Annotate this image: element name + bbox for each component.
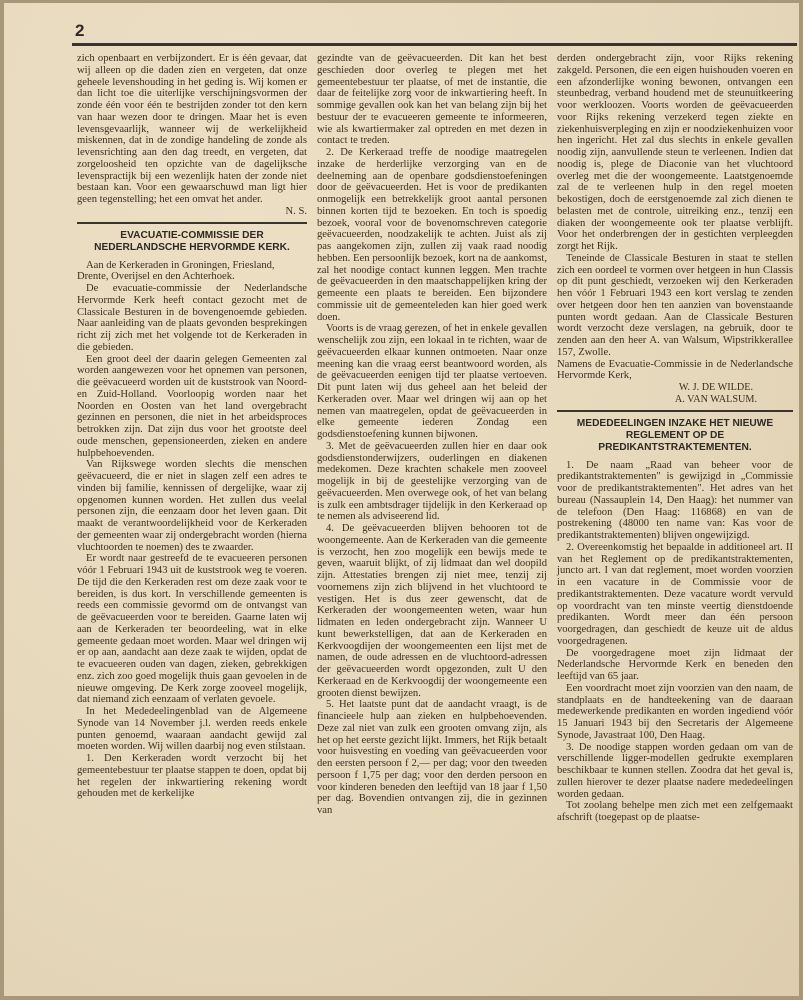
signoff: Namens de Evacuatie-Commissie in de Nederlandsche Hervormde Kerk, (557, 358, 793, 382)
article-heading-evacuatie (77, 230, 307, 254)
paragraph: 1. Den Kerkeraden wordt verzocht bij het gemeentebestuur ter plaatse stappen te doen, opdat bij het regelen der inkwartiering rekening wordt gehouden met de kerkelijke (77, 753, 307, 800)
paragraph: 1. De naam „Raad van beheer voor de predikantstraktementen" is gewijzigd in „Commissie voor de predikantstraktementen". Het adres van het bureau (Nassauplein 14, Den Haag): het nummer van de telefoon (Den Haag: 116868) en van de postrekening (48000 ten name van: Kas voor de predikantstraktementen) blijven ongewijzigd. (557, 459, 793, 541)
paragraph: Teneinde de Classicale Besturen in staat te stellen zich een oordeel te vormen over hetgeen in hun Classis op dit punt geschiedt, verzoeken wij den Kerkeraden hen vóór 1 Februari 1943 een kort verslag te zenden over hetgeen door hen ten aanzien van bovenstaande punten wordt gedaan. Aan de Classicale Besturen wordt verzocht deze verslagen, na gebruik, door te zenden aan den heer A. van Walsum, Wipstrikkerallee 157, Zwolle. (557, 252, 793, 358)
article-divider (557, 410, 793, 412)
paragraph: De evacuatie-commissie der Nederlandsche Hervormde Kerk heeft contact gezocht met de Classicale Besturen in de bovengenoemde gebieden. Naar aanleiding van de plaats gevonden besprekingen richt zij zich met het volgende tot de Kerkeraden in die gebieden. (77, 283, 307, 353)
paragraph: derden ondergebracht zijn, voor Rijks rekening zakgeld. Personen, die een eigen huishouden voeren en een afzonderlijke woning bewonen, ontvangen een steunbedrag, verband houdend met de steunuitkeering voor werkloozen. Voorts worden de geëvacueerden voor Rijks rekening verzekerd tegen ziekte en ziekenhuisverpleging en zijn er noodziekenhuizen voor hen ingericht. Het zal dus slechts in enkele gevallen noodig zijn, aanvullende steun te verleenen. Indien dat noodig is, plege de Diaconie van het vluchtoord overleg met die der woongemeente. Laatstgenoemde zal de te verleenen hulp in den regel moeten bekostigen, doch de eerstgenoemde zal zich dienen te belasten met de controle, uitreiking enz., tenzij een diaken der woongemeente ook ter plaatse verblijft. Voor het onderbrengen der in gestichten verpleegden zorgt het Rijk. (557, 53, 793, 252)
article-signature: N. S. (285, 205, 307, 217)
page-number: 2 (75, 21, 85, 40)
paragraph: Een voordracht moet zijn voorzien van den naam, de standplaats en de handteekening van de daaraan medewerkende predikanten en worden ingediend vóór 15 Januari 1943 bij den Secretaris der Algemeene Synode, Javastraat 100, Den Haag. (557, 682, 793, 741)
paragraph: 3. Met de geëvacueerden zullen hier en daar ook godsdienstonderwijzers, ouderlingen en diakenen medekomen. Deze krachten schakele men zooveel mogelijk in bij de geestelijke verzorging van de geëvacueerden. Men overwege ook, of het van belang is zulk een ambtsdrager tijdelijk in den Kerkeraad op te nemen als adviseerend lid. (317, 440, 547, 523)
heading-line: NEDERLANDSCHE HERVORMDE KERK. (94, 241, 290, 253)
paragraph: Tot zoolang behelpe men zich met een zelfgemaakt afschrift (toegepast op de plaatse- (557, 800, 793, 823)
paragraph: Een groot deel der daarin gelegen Gemeenten zal worden aangewezen voor het opnemen van personen, die geëvacueerd worden uit de kuststrook van Noord- en Zuid-Holland. Voorloopig worden naar het Noorden en Oosten van het land overgebracht gezinnen en personen, die niet in het arbeidsproces betrokken zijn. Dat zijn dus voor het grootste deel oude menschen, gepensioneerden, zieken en andere hulpbehoevenden. (77, 353, 307, 459)
paragraph: Van Rijkswege worden slechts die menschen geëvacueerd, die er niet in slagen zelf een adres te vinden bij familie, kennissen of dergelijke, waar zij opgenomen kunnen worden. Het zullen dus veelal personen zijn, die eenzaam door het leven gaan. Dit maakt de verantwoordelijkheid voor de Kerkeraden der gemeenten waar zij ondergebracht worden (hierna vluchtoorden te noemen) des te zwaarder. (77, 459, 307, 553)
paragraph: De voorgedragene moet zijn lidmaat der Nederlandsche Hervormde Kerk en beneden den leeftijd van 65 jaar. (557, 647, 793, 682)
column-2 (317, 53, 547, 817)
newspaper-page (4, 3, 799, 996)
heading-line: PREDIKANTSTRAKTEMENTEN. (598, 441, 752, 453)
paragraph: 4. De geëvacueerden blijven behooren tot de woongemeente. Aan de Kerkeraden van die gemeente is verzocht, hen zoo mogelijk een bewijs mede te geven, waaruit blijkt, of zij lidmaat dan wel doopild zijn. Attestaties brengen zij niet mee, tenzij zij voornemens zijn zich blijvend in het vluchtoord te vestigen. Het is dus zeer gewenscht, dat de Kerkeraden der woongemeenten weten, waar hun lidmaten en leden ondergebracht zijn. Wanneer U kunt bewerkstelligen, dat aan de Kerkeraden en Kerkvoogdijen der woongemeenten een lijst met de namen, de oude adressen en de vluchtoord-adressen der geëvacueerden wordt opgezonden, zult U den Kerkeraad en de Kerkvoogdij der woongemeente een grooten dienst bewijzen. (317, 523, 547, 699)
paragraph: 5. Het laatste punt dat de aandacht vraagt, is de financieele hulp aan zieken en hulpbehoevenden. Deze zal niet van zulk een grooten omvang zijn, als het op het eerste gezicht lijkt. Immers, het Rijk betaalt voor huisvesting en voeding van geëvacueerden voor den eersten persoon f 2,— per dag; voor den tweeden persoon f 1,75 per dag; voor den derden persoon en voor kinderen beneden den leeftijd van 18 jaar f 1,50 per dag. Bovendien ontvangen zij, die in gezinnen van (317, 699, 547, 816)
article-heading-mededeelingen (557, 418, 793, 454)
column-1 (77, 53, 307, 800)
paragraph: In het Mededeelingenblad van de Algemeene Synode van 14 November j.l. werden reeds enkele punten genoemd, waaraan aandacht gewijd zal moeten worden. Wij willen daarbij nog even stilstaan. (77, 706, 307, 753)
heading-line: REGLEMENT OP DE (625, 429, 725, 441)
paragraph: Voorts is de vraag gerezen, of het in enkele gevallen wenschelijk zou zijn, een lokaal in te richten, waar de geëvacueerden elkaar kunnen ontmoeten. Naar onze meening kan die vraag eerst beantwoord worden, als de geëvacueerden eenigen tijd ter plaatse vertoeven. Dit punt laten wij dus geheel aan het beleid der Kerkeraden over. Maar wel dringen wij aan op het nemen van maatregelen, opdat de geëvacueerden in elke gemeente iederen Zondag een godsdienstoefening kunnen bijwonen. (317, 323, 548, 440)
column-3 (557, 53, 793, 824)
heading-line: EVACUATIE-COMMISSIE DER (120, 229, 264, 241)
heading-line: MEDEDEELINGEN INZAKE HET NIEUWE (576, 417, 774, 429)
paragraph: gezindte van de geëvacueerden. Dit kan het best geschieden door overleg te plegen met het gemeentebestuur ter plaatse, of met de instantie, die daar de feitelijke zorg voor de inkwartiering heeft. In sommige gevallen ook kan het van belang zijn bij het bestuur der te evacueeren gemeente te informeeren, wie als kwartiermaker zal optreden en met dezen in contact te treden. (317, 53, 547, 147)
address-line: Aan de Kerkeraden in Groningen, Friesland, Drente, Overijsel en den Achterhoek. (77, 259, 275, 283)
paragraph: 2. De Kerkeraad treffe de noodige maatregelen inzake de herderlijke verzorging van en de deelneming aan de openbare godsdienstoefeningen door de geëvacueerden. Het is voor de predikanten onmogelijk een betrekkelijk groot aantal personen binnen korten tijd te bezoeken. En toch is spoedig bezoek, vooral voor de bovenomschreven categorie geëvacueerden, noodzakelijk te achten. Juist als zij pas aangekomen zijn, zullen zij vaak raad noodig hebben. Een persoonlijk bezoek, kort na de aankomst, zal het noodige contact kunnen leggen. Men trachte de geëvacueerden in den maatschappelijken kring der gemeente een plaats te bereiden. Een bijzondere commissie uit de gemeenteleden kan hier goed werk doen. (317, 147, 547, 323)
signer-name: A. VAN WALSUM. (674, 393, 757, 405)
article-continuation: zich openbaart en verbijzondert. Er is één gevaar, dat wij alleen op die daden zien en vergeten, dat onze geheele levenshouding in het geding is. Wij komen er dan licht toe die uiterlijke verschijningsvormen der zonde één voor één te bestrijden zonder tot den kern van haar wezen door te dringen. Maar het is even levensgevaarlijk, wanneer wij de werkelijkheid miskennen, dat in de zondige handeling de zonde als levensrichting aan den dag treedt, en vergeten, dat zorgeloosheid ten opzichte van de dagelijksche levenspractijk bij een wezenlijk haten der zonde niet bestaan kan. Voor een gewaarschuwd man ligt hier geen tegenstelling; het een omvat het ander. (77, 53, 307, 205)
signer-name: W. J. DE WILDE. (678, 382, 753, 393)
article-divider (77, 222, 307, 224)
paragraph: Er wordt naar gestreefd de te evacueeren personen vóór 1 Februari 1943 uit de kuststrook weg te voeren. De tijd die den Kerkeraden rest om deze zaak voor te bereiden, is dus kort. In verschillende gemeenten is reeds een commissie gevormd om de ontvangst van de geëvacueerden voor te bereiden. Gaarne laten wij aan de Kerkeraden ter beoordeeling, wat in elke gemeente gedaan moet worden. Maar wel dringen wij er op aan, aandacht aan deze zaak te wijden, opdat de te evacueeren ouden van dagen, zieken, gebrekkigen enz. zich zoo goed mogelijk thuis gaan gevoelen in de nieuwe omgeving. De Kerk zorge zooveel mogelijk, dat niemand zich eenzaam of verlaten gevoele. (77, 553, 307, 706)
paragraph: 3. De noodige stappen worden gedaan om van de verschillende ligger-modellen gedrukte exemplaren beschikbaar te kunnen stellen. Zoodra dat het geval is, zullen hierover te dezer plaatse nadere mededeelingen worden gedaan. (557, 741, 793, 800)
header-rule (72, 43, 797, 46)
paragraph: 2. Overeenkomstig het bepaalde in additioneel art. II van het Reglement op de predikantstraktementen, juncto art. I van dat reglement, moet worden voorzien in een vacature in de Commissie voor de predikantstraktementen. Deze vacature wordt vervuld op voordracht van ten minste veertig dienstdoende predikanten. Wordt meer dan één persoon voorgedragen, dan geschiedt de keuze uit de aldus voorgedragenen. (557, 541, 793, 647)
